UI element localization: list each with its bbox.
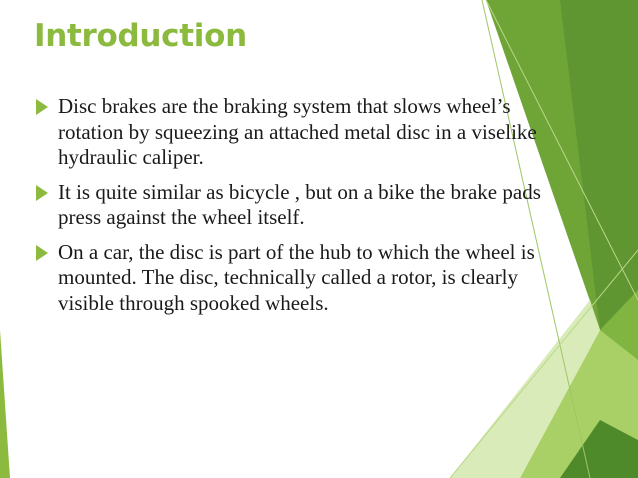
bullet-list [36,94,556,325]
arrow-right-icon [36,99,48,115]
bullet-item [36,240,556,317]
arrow-right-icon [36,245,48,261]
slide-title: Introduction [34,18,247,54]
bullet-item [36,180,556,231]
bullet-text: It is quite similar as bicycle , but on a bike the brake pads press against the wheel itself. [58,179,541,229]
bullet-text: On a car, the disc is part of the hub to which the wheel is mounted. The disc, technically called a rotor, is clearly visible through spooked wheels. [58,239,535,315]
bullet-text: Disc brakes are the braking system that slows wheel’s rotation by squeezing an attached metal disc in a viselike hydraulic caliper. [58,94,537,169]
facet-left-sliver [0,330,10,478]
bullet-item [36,94,556,171]
arrow-right-icon [36,185,48,201]
